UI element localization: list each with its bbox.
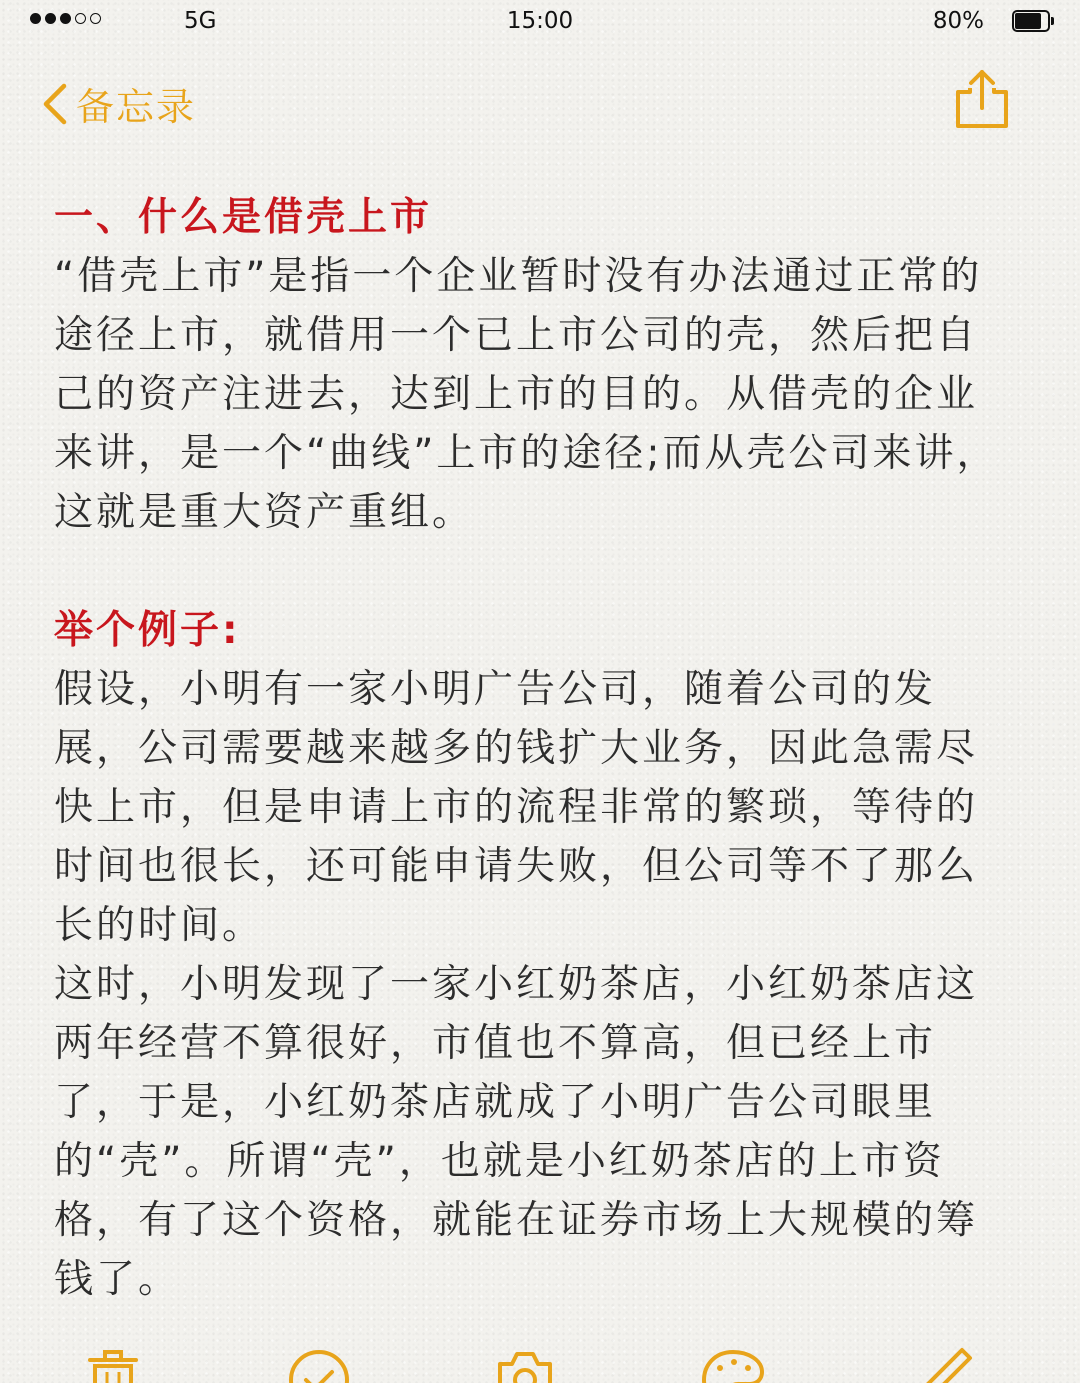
bottom-toolbar bbox=[0, 1346, 1080, 1383]
clock: 15:00 bbox=[506, 8, 574, 34]
network-type: 5G bbox=[184, 8, 217, 34]
section-heading: 举个例子: bbox=[54, 608, 241, 653]
note-paragraph: 这时，小明发现了一家小红奶茶店，小红奶茶店这两年经营不算很好，市值也不算高，但已经上市了，于是，小红奶茶店就成了小明广告公司眼里的“壳”。所谓“壳”，也就是小红奶茶店的上市资格，有了这个资格，就能在证券市场上大规模的筹钱了。 bbox=[54, 962, 979, 1302]
delete-button[interactable] bbox=[78, 1346, 148, 1383]
status-bar bbox=[0, 0, 1080, 44]
markup-button[interactable] bbox=[698, 1346, 768, 1383]
chevron-left-icon bbox=[40, 82, 68, 126]
checklist-button[interactable] bbox=[284, 1346, 354, 1383]
share-icon bbox=[950, 117, 1014, 136]
section-heading: 一、什么是借壳上市 bbox=[54, 195, 433, 240]
battery-fill bbox=[1015, 13, 1041, 29]
note-paragraph: 假设，小明有一家小明广告公司，随着公司的发展，公司需要越来越多的钱扩大业务，因此急需尽快上市，但是申请上市的流程非常的繁琐，等待的时间也很长，还可能申请失败，但公司等不了那么长的时间。 bbox=[54, 667, 979, 948]
note-paragraph: “借壳上市”是指一个企业暂时没有办法通过正常的途径上市，就借用一个已上市公司的壳，然后把自己的资产注进去，达到上市的目的。从借壳的企业来讲，是一个“曲线”上市的途径;而从壳公司来讲，这就是重大资产重组。 bbox=[54, 254, 999, 535]
battery-percent: 80% bbox=[932, 8, 984, 34]
back-label: 备忘录 bbox=[76, 85, 197, 129]
share-button[interactable] bbox=[950, 66, 1014, 132]
note-body[interactable] bbox=[54, 188, 1004, 1309]
back-button[interactable] bbox=[40, 76, 196, 131]
new-note-button[interactable] bbox=[910, 1346, 980, 1383]
camera-button[interactable] bbox=[490, 1346, 560, 1383]
battery-icon bbox=[1012, 10, 1054, 32]
blank-line bbox=[54, 542, 1004, 601]
